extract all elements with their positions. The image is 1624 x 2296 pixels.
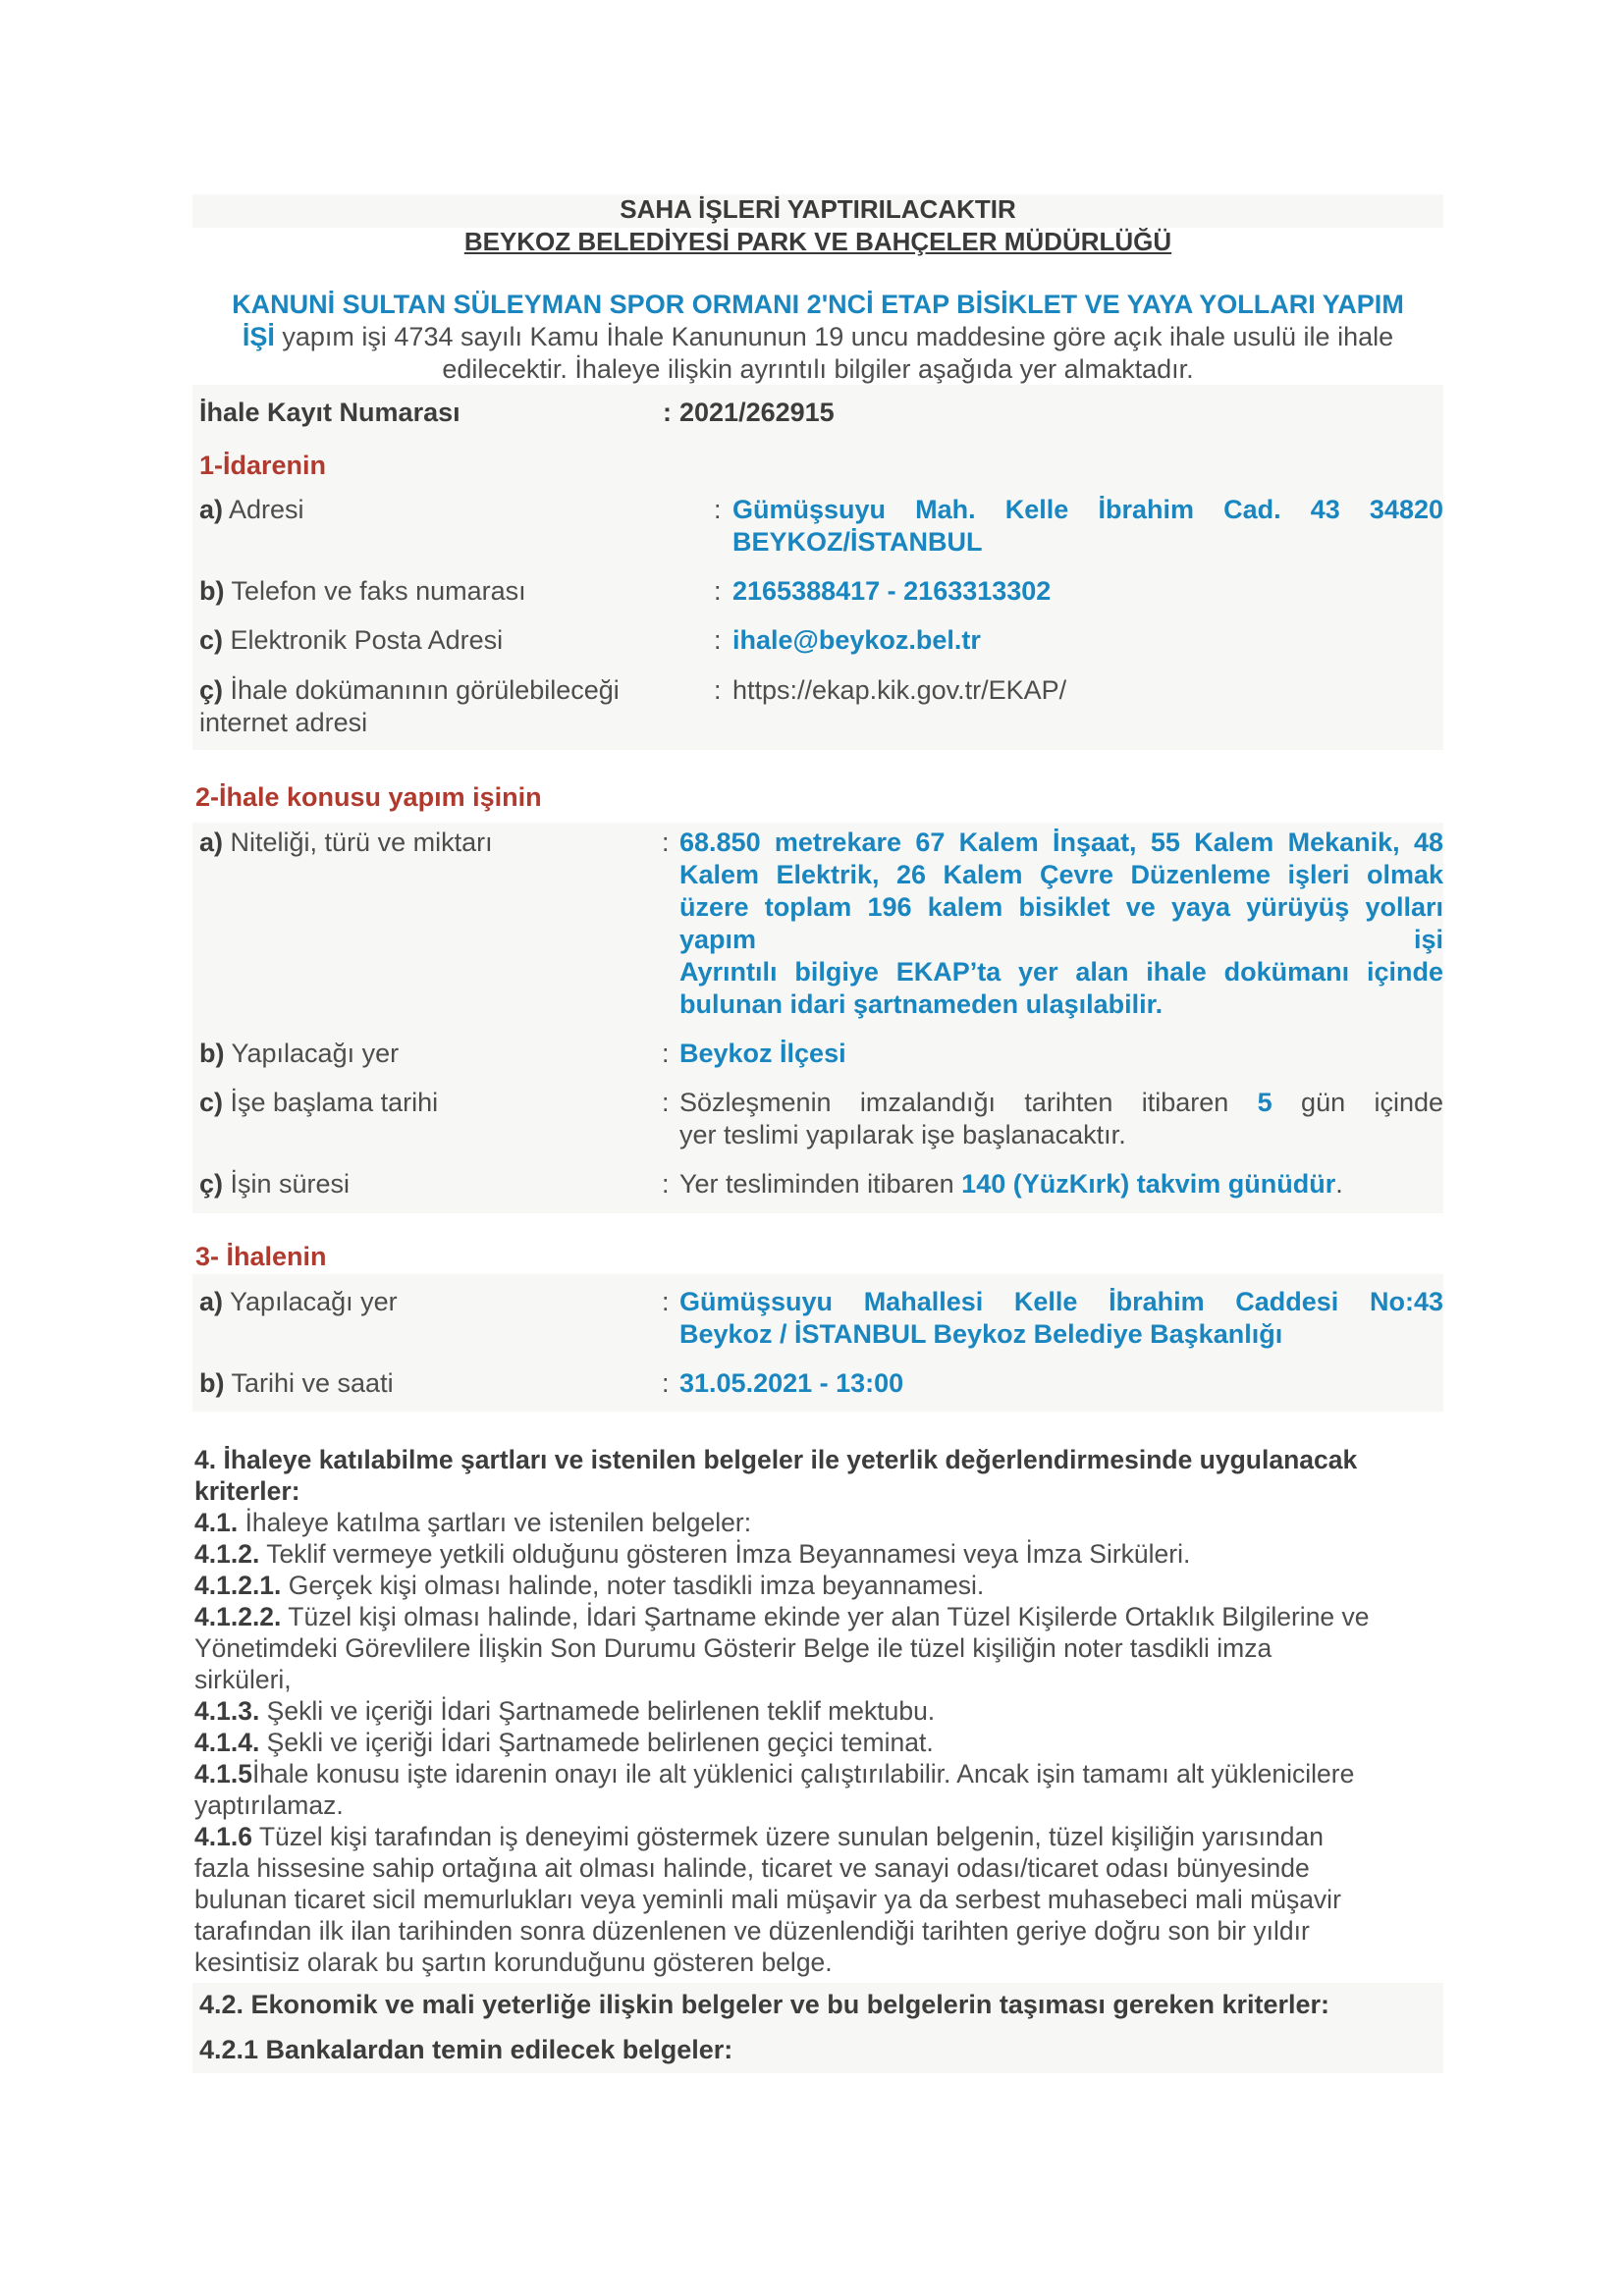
s2-a-yapim-isi: yapım işi xyxy=(679,925,1443,954)
s2-c-value: Sözleşmenin imzalandığı tarihten itibaren 5 gün içinde yer teslimi yapılarak işe başlanacaktır. xyxy=(679,1088,1443,1149)
intro-text-1: yapım işi 4734 sayılı Kamu İhale Kanununun 19 uncu maddesine göre açık ihale usulü ile ihale xyxy=(274,322,1394,351)
s2-b-label: b) Yapılacağı yer xyxy=(199,1039,400,1068)
s1-b-value: 2165388417 - 2163313302 xyxy=(732,576,1052,606)
s2-d-value: Yer tesliminden itibaren 140 (YüzKırk) takvim günüdür. xyxy=(679,1169,1343,1199)
list-item: 4.1.2.1. Gerçek kişi olması halinde, noter tasdikli imza beyannamesi. xyxy=(194,1571,985,1600)
s2-d-colon: : xyxy=(662,1169,670,1199)
s1-d-colon: : xyxy=(714,675,722,705)
header-title: SAHA İŞLERİ YAPTIRILACAKTIR xyxy=(620,194,1016,224)
s3-a-label: a) Yapılacağı yer xyxy=(199,1287,398,1316)
list-item: 4.1.6 Tüzel kişi tarafından iş deneyimi göstermek üzere sunulan belgenin, tüzel kişiliğin yarısından fazla hissesine sahip ortağına ait olması halinde, ticaret ve sanayi odası/ticaret odası bünyesinde bulunan ticaret sicil memurlukları veya yeminli mali müşavir ya da serbest muhasebeci mali müşavir tarafından ilk ilan tarihinden sonra düzenlenen ve düzenlendiği tarihten geriye doğru son bir yıldır kesintisiz olarak bu şartın korunduğunu gösteren belge. xyxy=(194,1822,1341,1977)
s1-b-label: b) Telefon ve faks numarası xyxy=(199,576,526,606)
section4-list xyxy=(194,1507,1443,1978)
s2-a-label: a) Niteliği, türü ve miktarı xyxy=(199,828,493,857)
s1-c-label: c) Elektronik Posta Adresi xyxy=(199,625,504,655)
s1-c-value[interactable]: ihale@beykoz.bel.tr xyxy=(732,625,981,655)
header-subtitle: BEYKOZ BELEDİYESİ PARK VE BAHÇELER MÜDÜRLÜĞÜ xyxy=(463,227,1172,256)
intro-text-2: edilecektir. İhaleye ilişkin ayrıntılı bilgiler aşağıda yer almaktadır. xyxy=(442,354,1194,384)
s2-b-colon: : xyxy=(662,1039,670,1068)
list-item: 4.1.4. Şekli ve içeriği İdari Şartnamede belirlenen geçici teminat. xyxy=(194,1728,934,1757)
list-item: 4.1.2.2. Tüzel kişi olması halinde, İdari Şartname ekinde yer alan Tüzel Kişilerde Ortaklık Bilgilerine ve Yönetimdeki Görevlilere İlişkin Son Durumu Gösterir Belge ile tüzel kişiliğin noter tasdikli imza sirküleri, xyxy=(194,1602,1370,1694)
s1-a-colon: : xyxy=(714,495,722,524)
s2-c-label: c) İşe başlama tarihi xyxy=(199,1088,439,1117)
section3-title: 3- İhalenin xyxy=(195,1242,327,1271)
registry-colon: : xyxy=(663,398,672,427)
list-item: 4.1. İhaleye katılma şartları ve istenilen belgeler: xyxy=(194,1508,752,1537)
s2-a-colon: : xyxy=(662,828,670,857)
s3-b-colon: : xyxy=(662,1368,670,1398)
s2-d-label: ç) İşin süresi xyxy=(199,1169,351,1199)
s3-b-value: 31.05.2021 - 13:00 xyxy=(679,1368,904,1398)
section2-title: 2-İhale konusu yapım işinin xyxy=(195,782,542,812)
s1-d-value[interactable]: https://ekap.kik.gov.tr/EKAP/ xyxy=(732,675,1067,705)
list-item: 4.1.3. Şekli ve içeriği İdari Şartnamede belirlenen teklif mektubu. xyxy=(194,1696,936,1726)
registry-value: 2021/262915 xyxy=(679,398,835,427)
s3-a-colon: : xyxy=(662,1287,670,1316)
project-title: KANUNİ SULTAN SÜLEYMAN SPOR ORMANI 2'NCİ ETAP BİSİKLET VE YAYA YOLLARI YAPIM xyxy=(232,290,1404,319)
registry-label: İhale Kayıt Numarası xyxy=(199,398,460,427)
section1-title: 1-İdarenin xyxy=(199,451,327,480)
s2-a-value: 68.850 metrekare 67 Kalem İnşaat, 55 Kalem Mekanik, 48 Kalem Elektrik, 26 Kalem Çevre Düzenleme işleri olmak üzere toplam 196 kalem bisiklet ve yaya yürüyüş yolları yapım işi Ayrıntılı bilgiye EKAP’ta yer alan ihale dokümanı içinde bulunan idari şartnameden ulaşılabilir. xyxy=(679,828,1443,1019)
s1-d-label: ç) İhale dokümanının görülebileceği internet adresi xyxy=(199,675,620,737)
s1-c-colon: : xyxy=(714,625,722,655)
list-item: 4.1.5İhale konusu işte idarenin onayı ile alt yüklenici çalıştırılabilir. Ancak işin tamamı alt yüklenicilere yaptırılamaz. xyxy=(194,1759,1355,1820)
s2-c-colon: : xyxy=(662,1088,670,1117)
section4-heading: 4. İhaleye katılabilme şartları ve istenilen belgeler ile yeterlik değerlendirmesinde uygulanacak kriterler: xyxy=(194,1445,1358,1506)
s1-a-value: Gümüşsuyu Mah. Kelle İbrahim Cad. 43 34820 BEYKOZ/İSTANBUL xyxy=(732,495,1443,557)
s1-a-label: a) Adresi xyxy=(199,495,304,524)
section421-heading: 4.2.1 Bankalardan temin edilecek belgeler: xyxy=(199,2035,733,2064)
s3-a-value: Gümüşsuyu Mahallesi Kelle İbrahim Caddesi No:43 Beykoz / İSTANBUL Beykoz Belediye Başkanlığı xyxy=(679,1287,1443,1349)
list-item: 4.1.2. Teklif vermeye yetkili olduğunu gösteren İmza Beyannamesi veya İmza Sirküleri. xyxy=(194,1539,1191,1569)
s2-b-value: Beykoz İlçesi xyxy=(679,1039,846,1068)
s1-b-colon: : xyxy=(714,576,722,606)
section42-heading: 4.2. Ekonomik ve mali yeterliğe ilişkin belgeler ve bu belgelerin taşıması gereken kriterler: xyxy=(199,1990,1330,2019)
intro-paragraph xyxy=(192,289,1443,386)
s3-b-label: b) Tarihi ve saati xyxy=(199,1368,394,1398)
project-title-cont: İŞİ xyxy=(242,322,275,351)
